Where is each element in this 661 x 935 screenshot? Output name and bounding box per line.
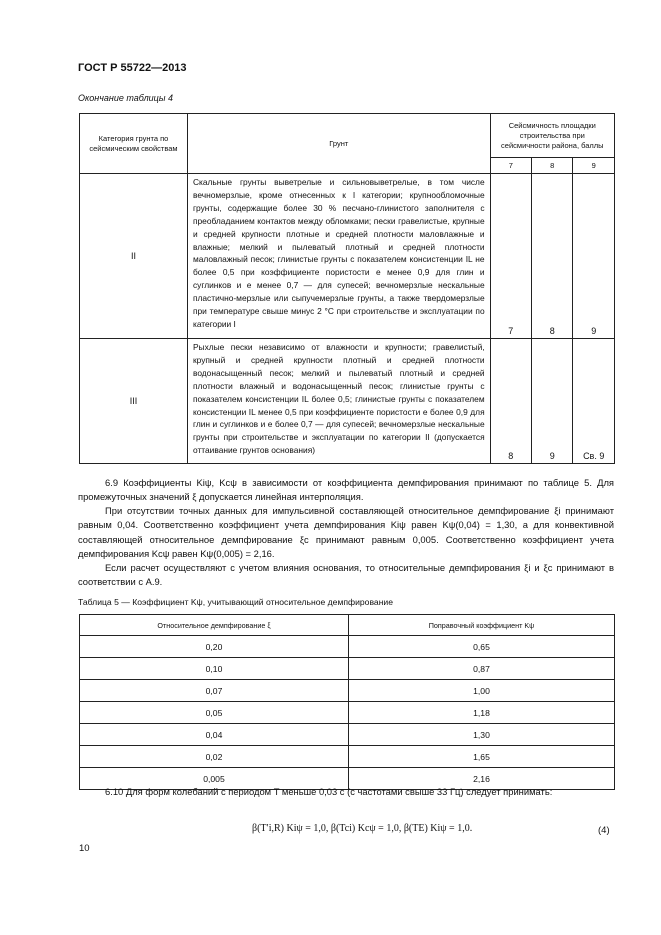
coefficient-cell: 1,65 [349,746,615,768]
header-soil: Грунт [187,114,490,174]
page-number: 10 [79,843,90,854]
coefficient-cell: 1,18 [349,702,615,724]
table-4 [79,113,615,464]
damping-cell: 0,07 [80,680,349,702]
value-cell: 9 [573,174,615,339]
table-continuation-label: Окончание таблицы 4 [78,93,173,103]
paragraph-6-10: 6.10 Для форм колебаний с периодом T меньше 0,03 с (с частотами свыше 33 Гц) следует принимать: [105,786,553,797]
header-damping: Относительное демпфирование ξ [80,615,349,636]
formula-number: (4) [598,825,610,836]
header-intensity: 9 [573,158,615,174]
table-5-caption: Таблица 5 — Коэффициент Kψ, учитывающий относительное демпфирование [78,597,394,607]
value-cell: Св. 9 [573,339,615,464]
category-cell: III [80,339,188,464]
header-coefficient: Поправочный коэффициент Kψ [349,615,615,636]
damping-cell: 0,05 [80,702,349,724]
value-cell: 8 [532,174,573,339]
formula: β(T′i,R) Kiψ = 1,0, β(Tci) Kcψ = 1,0, β(TE) Kiψ = 1,0. [252,823,473,834]
coefficient-cell: 1,30 [349,724,615,746]
coefficient-cell: 0,65 [349,636,615,658]
table-5 [79,614,615,790]
document-header: ГОСТ Р 55722—2013 [78,62,187,74]
damping-cell: 0,10 [80,658,349,680]
damping-cell: 0,005 [80,768,349,790]
coefficient-cell: 2,16 [349,768,615,790]
damping-cell: 0,20 [80,636,349,658]
coefficient-cell: 1,00 [349,680,615,702]
category-cell: II [80,174,188,339]
header-seismicity: Сейсмичность площадки строительства при сейсмичности района, баллы [490,114,614,158]
damping-cell: 0,02 [80,746,349,768]
soil-description: Скальные грунты выветрелые и сильновыветрелые, в том числе вечномерзлые, кроме отнесенных к I категории; крупнообломочные грунты, содержащие более 30 % песчано-глинистого заполнителя с преобладанием контактов между обломками; пески гравелистые, крупные и средней крупности плотные и средней плотности маловлажные и влажные; мелкий и пылеватый плотный и средней плотности маловлажный песок; глинистые грунты с показателем консистенции IL не более 0,5 при коэффициенте пористости e менее 0,9 для глин и суглинков и e менее 0,7 — для супесей; вечномерзлые нескальные пластично-мерзлые или сыпучемерзлые грунты, а также твердомерзлые при температуре свыше минус 2 °С при строительстве и эксплуатации по категории I [187,174,490,339]
paragraph-6-9: 6.9 Коэффициенты Kiψ, Kcψ в зависимости от коэффициента демпфирования принимают по таблице 5. Для промежуточных значений ξ допускается линейная интерполяция. [78,477,614,503]
header-intensity: 8 [532,158,573,174]
coefficient-cell: 0,87 [349,658,615,680]
soil-description: Рыхлые пески независимо от влажности и крупности; гравелистый, крупный и средней крупности плотный и средней плотности водонасыщенный песок; мелкий и пылеватый плотный и средней плотности влажный и водонасыщенный песок; глинистые грунты с показателем консистенции IL более 0,5; глинистые грунты с показателем консистенции IL менее 0,5 при коэффициенте пористости e более 0,9 для глин и суглинков и e более 0,7 — для супесей; вечномерзлые нескальные грунты при строительстве и эксплуатации по категории II (допускается оттаивание грунтов основания) [187,339,490,464]
paragraph-damping-default: При отсутствии точных данных для импульсивной составляющей относительное демпфирование ξi принимают равным 0,04. Соответственно коэффициент учета демпфирования Kiψ равен Kψ(0,04) = 1,30, а для конвективной составляющей относительное демпфирование ξc принимают равным 0,005. Соответственно коэффициент учета демпфирования Kcψ равен Kψ(0,005) = 2,16. [78,505,614,560]
value-cell: 8 [490,339,531,464]
value-cell: 7 [490,174,531,339]
header-category: Категория грунта по сейсмическим свойствам [80,114,188,174]
value-cell: 9 [532,339,573,464]
header-intensity: 7 [490,158,531,174]
paragraph-base-influence: Если расчет осуществляют с учетом влияния основания, то относительные демпфирования ξi и ξc принимают в соответствии с А.9. [78,562,614,588]
damping-cell: 0,04 [80,724,349,746]
